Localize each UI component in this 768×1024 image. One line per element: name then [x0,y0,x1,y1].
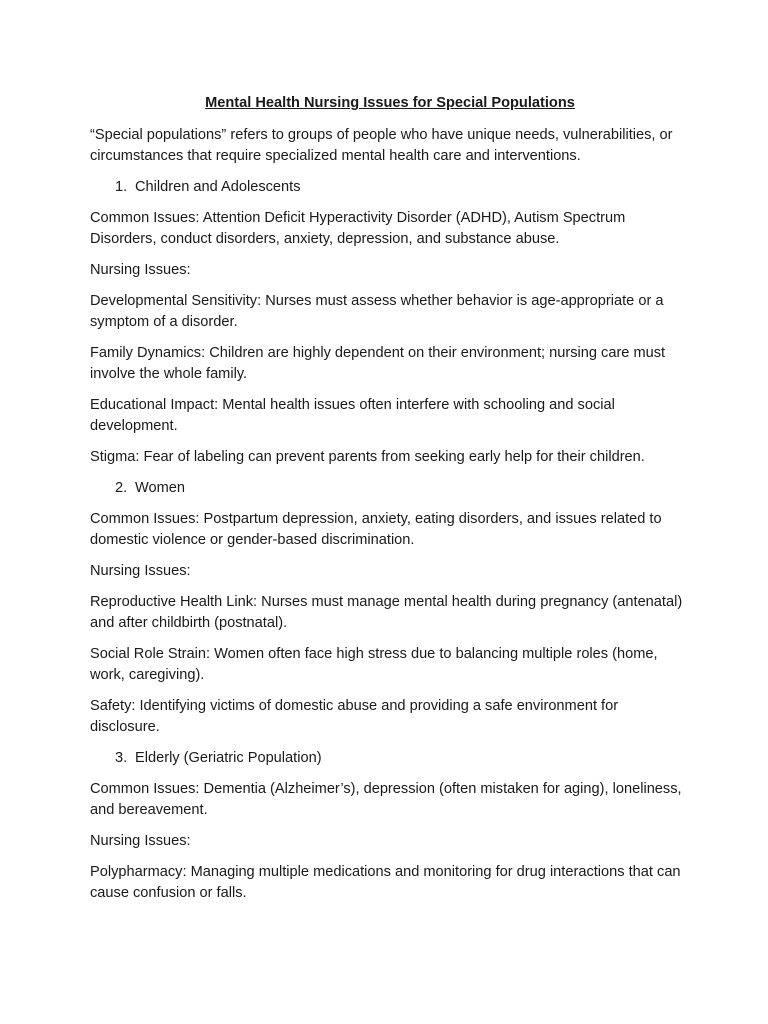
section-heading [90,748,690,769]
list-number: 1. [115,179,128,195]
common-issues-paragraph: Common Issues: Dementia (Alzheimer’s), depression (often mistaken for aging), loneliness, and bereavement. [90,781,682,818]
nursing-point: Polypharmacy: Managing multiple medications and monitoring for drug interactions that can cause confusion or falls. [90,864,681,901]
section-heading-text: Elderly (Geriatric Population) [135,750,322,766]
document-title: Mental Health Nursing Issues for Special Populations [205,95,575,111]
intro-paragraph: “Special populations” refers to groups of people who have unique needs, vulnerabilities, or circumstances that require specialized mental health care and interventions. [90,127,673,164]
section-heading [90,177,690,198]
nursing-point: Educational Impact: Mental health issues often interfere with schooling and social development. [90,397,615,434]
common-issues-paragraph: Common Issues: Attention Deficit Hyperactivity Disorder (ADHD), Autism Spectrum Disorders, conduct disorders, anxiety, depression, and substance abuse. [90,210,626,247]
section-women [90,478,690,738]
nursing-point: Stigma: Fear of labeling can prevent parents from seeking early help for their children. [90,449,645,465]
common-issues-paragraph: Common Issues: Postpartum depression, anxiety, eating disorders, and issues related to domestic violence or gender-based discrimination. [90,511,662,548]
nursing-point: Developmental Sensitivity: Nurses must assess whether behavior is age-appropriate or a symptom of a disorder. [90,293,664,330]
nursing-point: Social Role Strain: Women often face high stress due to balancing multiple roles (home, work, caregiving). [90,646,658,683]
nursing-point: Reproductive Health Link: Nurses must manage mental health during pregnancy (antenatal) and after childbirth (postnatal). [90,594,683,631]
document-page [90,93,690,914]
nursing-point: Safety: Identifying victims of domestic abuse and providing a safe environment for disclosure. [90,698,619,735]
section-heading [90,478,690,499]
list-number: 3. [115,750,128,766]
section-heading-text: Women [135,480,186,496]
nursing-issues-label: Nursing Issues: [90,563,191,579]
nursing-issues-label: Nursing Issues: [90,262,191,278]
section-elderly [90,748,690,904]
list-number: 2. [115,480,128,496]
section-heading-text: Children and Adolescents [135,179,301,195]
nursing-issues-label: Nursing Issues: [90,833,191,849]
nursing-point: Family Dynamics: Children are highly dependent on their environment; nursing care must involve the whole family. [90,345,666,382]
section-children [90,177,690,468]
